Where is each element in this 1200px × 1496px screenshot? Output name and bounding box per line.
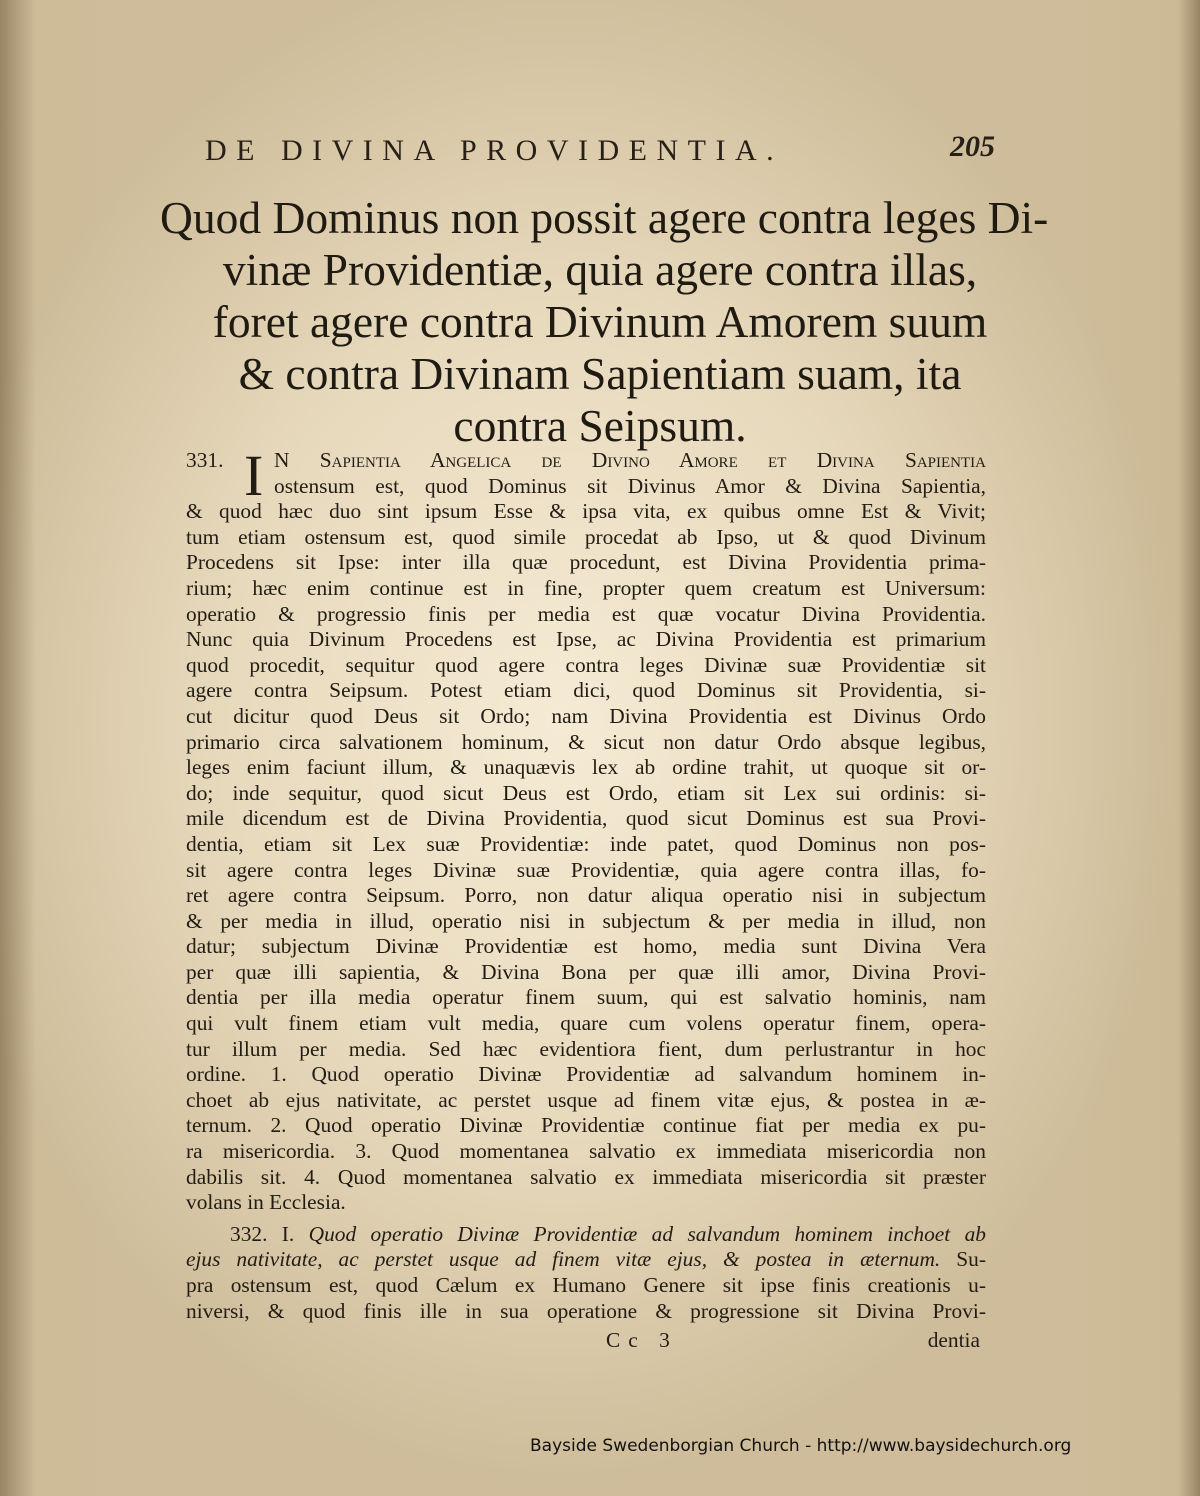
italic-proposition: ejus nativitate, ac perstet usque ad finem vitæ ejus, & postea in æternum. — [186, 1247, 941, 1272]
text-line: datur; subjectum Divinæ Providentiæ est homo, media sunt Divina Vera — [186, 934, 986, 959]
running-title: DE DIVINA PROVIDENTIA. — [205, 134, 784, 167]
text-line: tum etiam ostensum est, quod simile procedat ab Ipso, ut & quod Divinum — [186, 524, 986, 549]
heading-line: foret agere contra Divinum Amorem suum — [212, 296, 988, 347]
text-line: agere contra Seipsum. Potest etiam dici, quod Dominus sit Providentia, si- — [186, 678, 986, 703]
text-line: & quod hæc duo sint ipsum Esse & ipsa vita, ex quibus omne Est & Vivit; — [186, 499, 986, 524]
text-line: pra ostensum est, quod Cælum ex Humano Genere sit ipse finis creationis u- — [186, 1273, 986, 1297]
text-line: ternum. 2. Quod operatio Divinæ Providentiæ continue fiat per media ex pu- — [186, 1113, 986, 1138]
text-line: dentia per illa media operatur finem suum, qui est salvatio hominis, nam — [186, 985, 986, 1010]
body-text — [186, 443, 986, 1354]
italic-proposition: Quod operatio Divinæ Providentiæ ad salvandum hominem inchoet ab — [308, 1221, 986, 1246]
watermark-credit: Bayside Swedenborgian Church - http://www.baysidechurch.org — [530, 1436, 1072, 1456]
text-line: rium; hæc enim continue est in fine, propter quem creatum est Universum: — [186, 575, 986, 600]
text-line: qui vult finem etiam vult media, quare cum volens operatur finem, opera- — [186, 1011, 986, 1036]
text-line: operatio & progressio finis per media est quæ vocatur Divina Providentia. — [186, 601, 986, 626]
running-head — [205, 130, 995, 174]
paragraph-332 — [186, 1222, 986, 1324]
text-line: tur illum per media. Sed hæc evidentiora fient, dum perlustrantur in hoc — [186, 1036, 986, 1061]
text-line: ostensum est, quod Dominus sit Divinus Amor & Divina Sapientia, — [274, 473, 986, 498]
text-line: Nunc quia Divinum Procedens est Ipse, ac Divina Providentia est primarium — [186, 627, 986, 652]
paragraph-number: 331. — [186, 448, 224, 472]
drop-cap: I — [244, 443, 264, 508]
gutter-shadow — [0, 0, 36, 1496]
text-line: volans in Ecclesia. — [186, 1190, 346, 1215]
text-line: ra misericordia. 3. Quod momentanea salvatio ex immediata misericordia non — [186, 1139, 986, 1164]
text-line — [186, 1247, 986, 1273]
heading-line: Quod Dominus non possit agere contra leges Di- — [160, 192, 1049, 243]
text-line: do; inde sequitur, quod sicut Deus est Ordo, etiam sit Lex sui ordinis: si- — [186, 780, 986, 805]
text-line — [186, 1222, 986, 1248]
text-line: choet ab ejus nativitate, ac perstet usque ad finem vitæ ejus, & postea in æ- — [186, 1087, 986, 1112]
text-line: ordine. 1. Quod operatio Divinæ Providentiæ ad salvandum hominem in- — [186, 1062, 986, 1087]
text-line: per quæ illi sapientia, & Divina Bona per quæ illi amor, Divina Provi- — [186, 959, 986, 984]
text-line: primario circa salvationem hominum, & sicut non datur Ordo absque legibus, — [186, 729, 986, 754]
signature-mark: Cc 3 — [606, 1328, 678, 1353]
text-line: mile dicendum est de Divina Providentia, quod sicut Dominus est sua Provi- — [186, 806, 986, 831]
text-line: ret agere contra Seipsum. Porro, non datur aliqua operatio nisi in subjectum — [186, 883, 986, 908]
chapter-heading — [160, 192, 1049, 452]
text-line: cut dicitur quod Deus sit Ordo; nam Divina Providentia est Divinus Ordo — [186, 703, 986, 728]
text-line: dabilis sit. 4. Quod momentanea salvatio ex immediata misericordia sit præster — [186, 1164, 986, 1189]
text-line: quod procedit, sequitur quod agere contra leges Divinæ suæ Providentiæ sit — [186, 652, 986, 677]
heading-line: vinæ Providentiæ, quia agere contra illas, — [222, 244, 978, 295]
page-number: 205 — [950, 130, 995, 163]
text-line: leges enim faciunt illum, & unaquævis lex ab ordine trahit, ut quoque sit or- — [186, 755, 986, 780]
text-line: niversi, & quod finis ille in sua operatione & progressione sit Divina Provi- — [186, 1298, 986, 1323]
text-line: dentia, etiam sit Lex suæ Providentiæ: inde patet, quod Dominus non pos- — [186, 831, 986, 856]
text-line: sit agere contra leges Divinæ suæ Providentiæ, quia agere contra illas, fo- — [186, 857, 986, 882]
paragraph-331 — [186, 443, 986, 1216]
text-fragment: Su- — [956, 1247, 986, 1272]
page-footer — [186, 1328, 986, 1354]
heading-line: contra Seipsum. — [453, 400, 747, 451]
text-line: Procedens sit Ipse: inter illa quæ procedunt, est Divina Providentia prima- — [186, 550, 986, 575]
heading-line: & contra Divinam Sapientiam suam, ita — [238, 348, 962, 399]
paragraph-number: 332. I. — [230, 1221, 295, 1246]
catchword: dentia — [927, 1328, 980, 1353]
text-line: & per media in illud, operatio nisi in subjectum & per media in illud, non — [186, 908, 986, 933]
text-line: N Sapientia Angelica de Divino Amore et Divina Sapientia — [274, 448, 986, 472]
page-edge — [1178, 0, 1200, 1496]
